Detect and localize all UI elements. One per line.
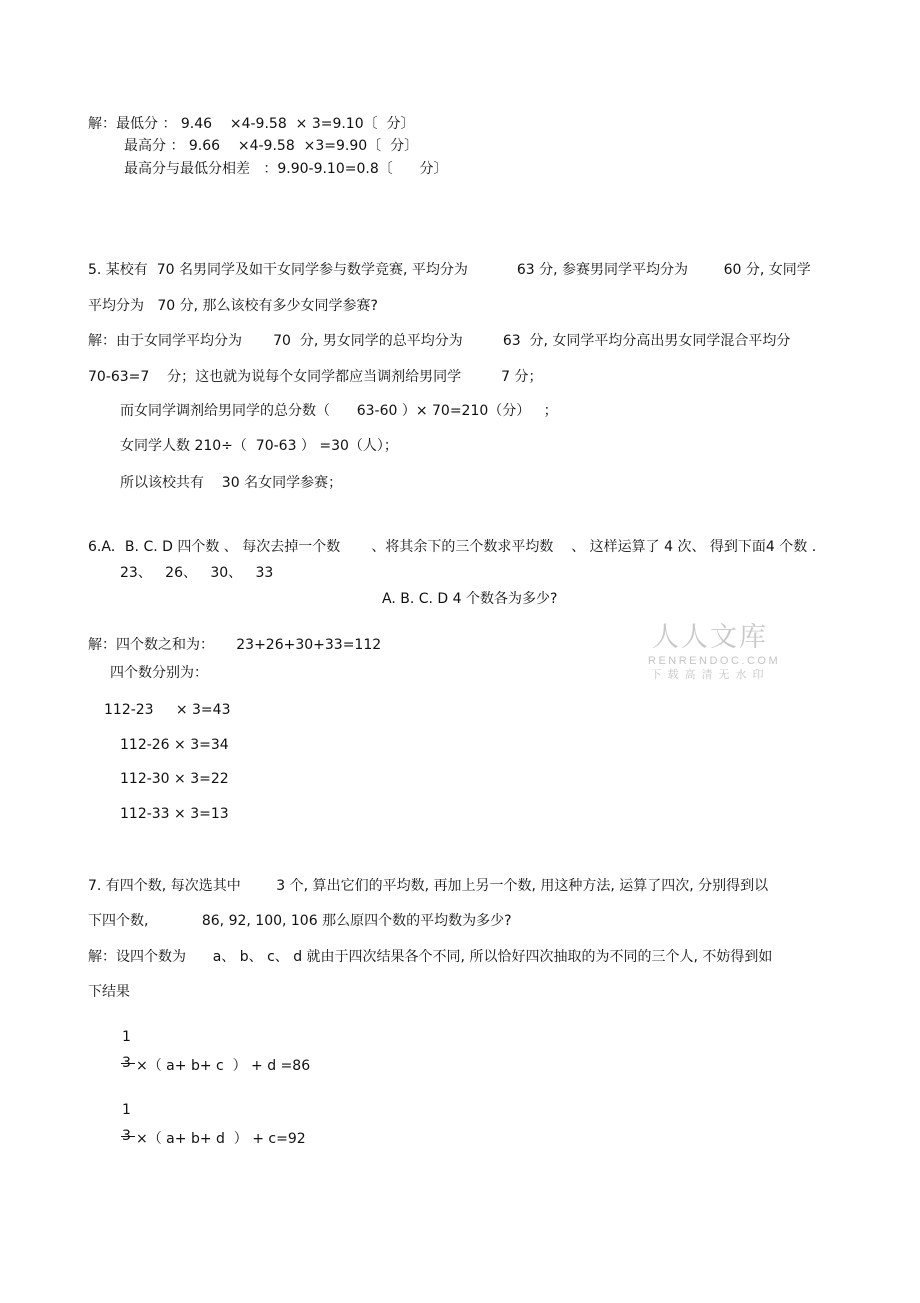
problem-6-numbers: 23、 26、 30、 33: [120, 565, 274, 581]
solution-5-line-3: 而女同学调剂给男同学的总分数（ 63-60 ）× 70=210（分） ；: [120, 403, 558, 419]
problem-7-line-2: 下四个数, 86, 92, 100, 106 那么原四个数的平均数为多少?: [88, 913, 512, 929]
solution-7-line-1: 解：设四个数为 a、 b、 c、 d 就由于四次结果各个不同, 所以恰好四次抽取的为不同的三个人, 不妨得到如: [88, 949, 773, 965]
solution-6-result-b: 112-26 × 3=34: [120, 737, 229, 753]
formula-1-numerator: 1: [122, 1029, 131, 1045]
formula-2-expression: ×（ a+ b+ d ） + c=92: [136, 1131, 306, 1147]
problem-5-line-1: 5. 某校有 70 名男同学及如干女同学参与数学竞赛, 平均分为 63 分, 参赛男同学平均分为 60 分, 女同学: [88, 262, 811, 278]
watermark-title: 人人文库: [652, 622, 768, 653]
solution-5-line-1: 解：由于女同学平均分为 70 分, 男女同学的总平均分为 63 分, 女同学平均分高出男女同学混合平均分: [88, 333, 791, 349]
solution-5-line-4: 女同学人数 210÷（ 70-63 ） =30（人）；: [120, 438, 398, 454]
solution-line-min-score: 解：最低分 ： 9.46 ×4-9.58 × 3=9.10〔 分〕: [88, 116, 415, 132]
solution-6-result-d: 112-33 × 3=13: [120, 806, 229, 822]
watermark-slogan: 下载高清无水印: [650, 668, 770, 681]
problem-6-line-1: 6.A．B. C. D 四个数 、 每次去掉一个数 、将其余下的三个数求平均数 、 这样运算了 4 次、 得到下面4 个数 .: [88, 539, 817, 555]
formula-2-numerator: 1: [122, 1102, 131, 1118]
solution-line-difference: 最高分与最低分相差 ：9.90-9.10=0.8〔 分〕: [124, 161, 448, 177]
solution-7-line-2: 下结果: [88, 984, 130, 1000]
solution-5-line-2: 70-63=7 分；这也就为说每个女同学都应当调剂给男同学 7 分；: [88, 369, 543, 385]
solution-6-line-2: 四个数分别为：: [110, 665, 208, 681]
solution-6-result-a: 112-23 × 3=43: [104, 702, 231, 718]
formula-1-expression: ×（ a+ b+ c ） + d =86: [136, 1058, 311, 1074]
solution-6-line-1: 解：四个数之和为： 23+26+30+33=112: [88, 637, 382, 653]
solution-5-line-5: 所以该校共有 30 名女同学参赛；: [120, 475, 343, 491]
watermark: [648, 622, 781, 682]
formula-1-denominator: 3: [122, 1055, 131, 1071]
problem-7-line-1: 7. 有四个数, 每次选其中 3 个, 算出它们的平均数, 再加上另一个数, 用这种方法, 运算了四次, 分别得到以: [88, 878, 769, 894]
watermark-domain: RENRENDOC.COM: [648, 655, 781, 667]
solution-line-max-score: 最高分 ： 9.66 ×4-9.58 ×3=9.90〔 分〕: [124, 138, 419, 154]
problem-5-line-2: 平均分为 70 分, 那么该校有多少女同学参赛?: [88, 298, 378, 314]
problem-6-question: A. B. C. D 4 个数各为多少?: [382, 591, 558, 607]
solution-6-result-c: 112-30 × 3=22: [120, 771, 229, 787]
formula-2-denominator: 3: [122, 1128, 131, 1144]
